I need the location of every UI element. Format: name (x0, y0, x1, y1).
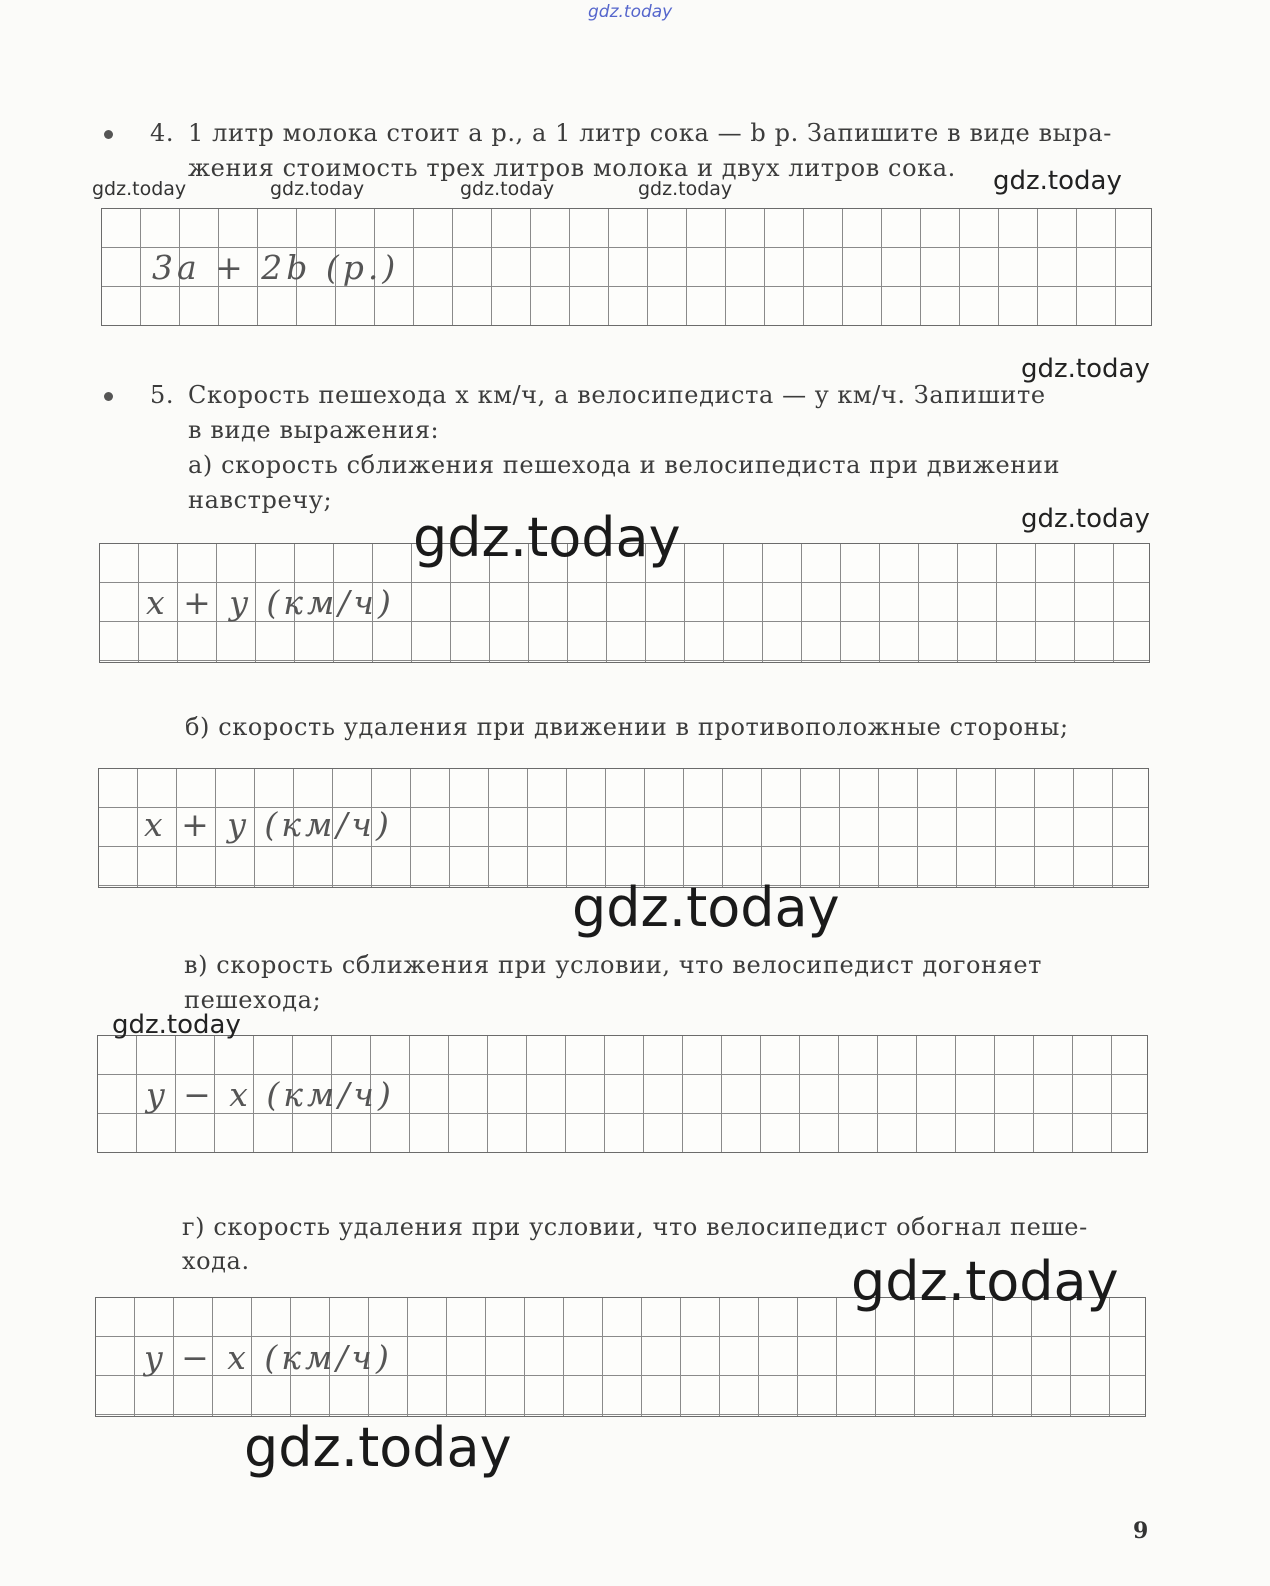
task5-text-line2: в виде выражения: (188, 416, 440, 444)
watermark: gdz.today (993, 166, 1122, 196)
watermark: gdz.today (638, 178, 733, 200)
watermark-large: gdz.today (244, 1416, 512, 1479)
watermark-large: gdz.today (413, 506, 681, 569)
task4-text-line1: 1 литр молока стоит a р., а 1 литр сока — b р. Запишите в виде выра- (188, 119, 1112, 147)
task5c-answer: y − x (км/ч) (146, 1075, 395, 1114)
watermark: gdz.today (460, 178, 555, 200)
watermark: gdz.today (112, 1010, 241, 1040)
page-number: 9 (1133, 1518, 1149, 1544)
task5d-answer: y − x (км/ч) (144, 1338, 393, 1377)
task5c-text-line2: пешехода; (184, 986, 322, 1014)
watermark: gdz.today (270, 178, 365, 200)
watermark: gdz.today (92, 178, 187, 200)
task5-bullet (104, 392, 113, 401)
task4-answer: 3a + 2b (р.) (152, 248, 400, 287)
task4-number: 4. (150, 119, 175, 147)
task5b-answer: x + y (км/ч) (144, 805, 393, 844)
watermark: gdz.today (1021, 354, 1150, 384)
task5d-text-line1: г) скорость удаления при условии, что велосипедист обогнал пеше- (182, 1213, 1088, 1241)
task5-number: 5. (150, 381, 175, 409)
task5-text-line1: Скорость пешехода x км/ч, а велосипедиста — y км/ч. Запишите (188, 381, 1046, 409)
task5c-text-line1: в) скорость сближения при условии, что велосипедист догоняет (184, 951, 1043, 979)
task5a-answer: x + y (км/ч) (146, 583, 395, 622)
task5b-text-line1: б) скорость удаления при движении в противоположные стороны; (185, 713, 1069, 741)
watermark-top: gdz.today (588, 2, 673, 22)
task4-text-line2: жения стоимость трех литров молока и двух литров сока. (188, 154, 956, 182)
task4-bullet (104, 130, 113, 139)
task5a-text-line1: а) скорость сближения пешехода и велосипедиста при движении (188, 451, 1061, 479)
watermark: gdz.today (1021, 504, 1150, 534)
watermark-large: gdz.today (572, 876, 840, 939)
task5d-text-line2: хода. (182, 1247, 250, 1275)
task5a-text-line2: навстречу; (188, 486, 333, 514)
watermark-large: gdz.today (851, 1250, 1119, 1313)
